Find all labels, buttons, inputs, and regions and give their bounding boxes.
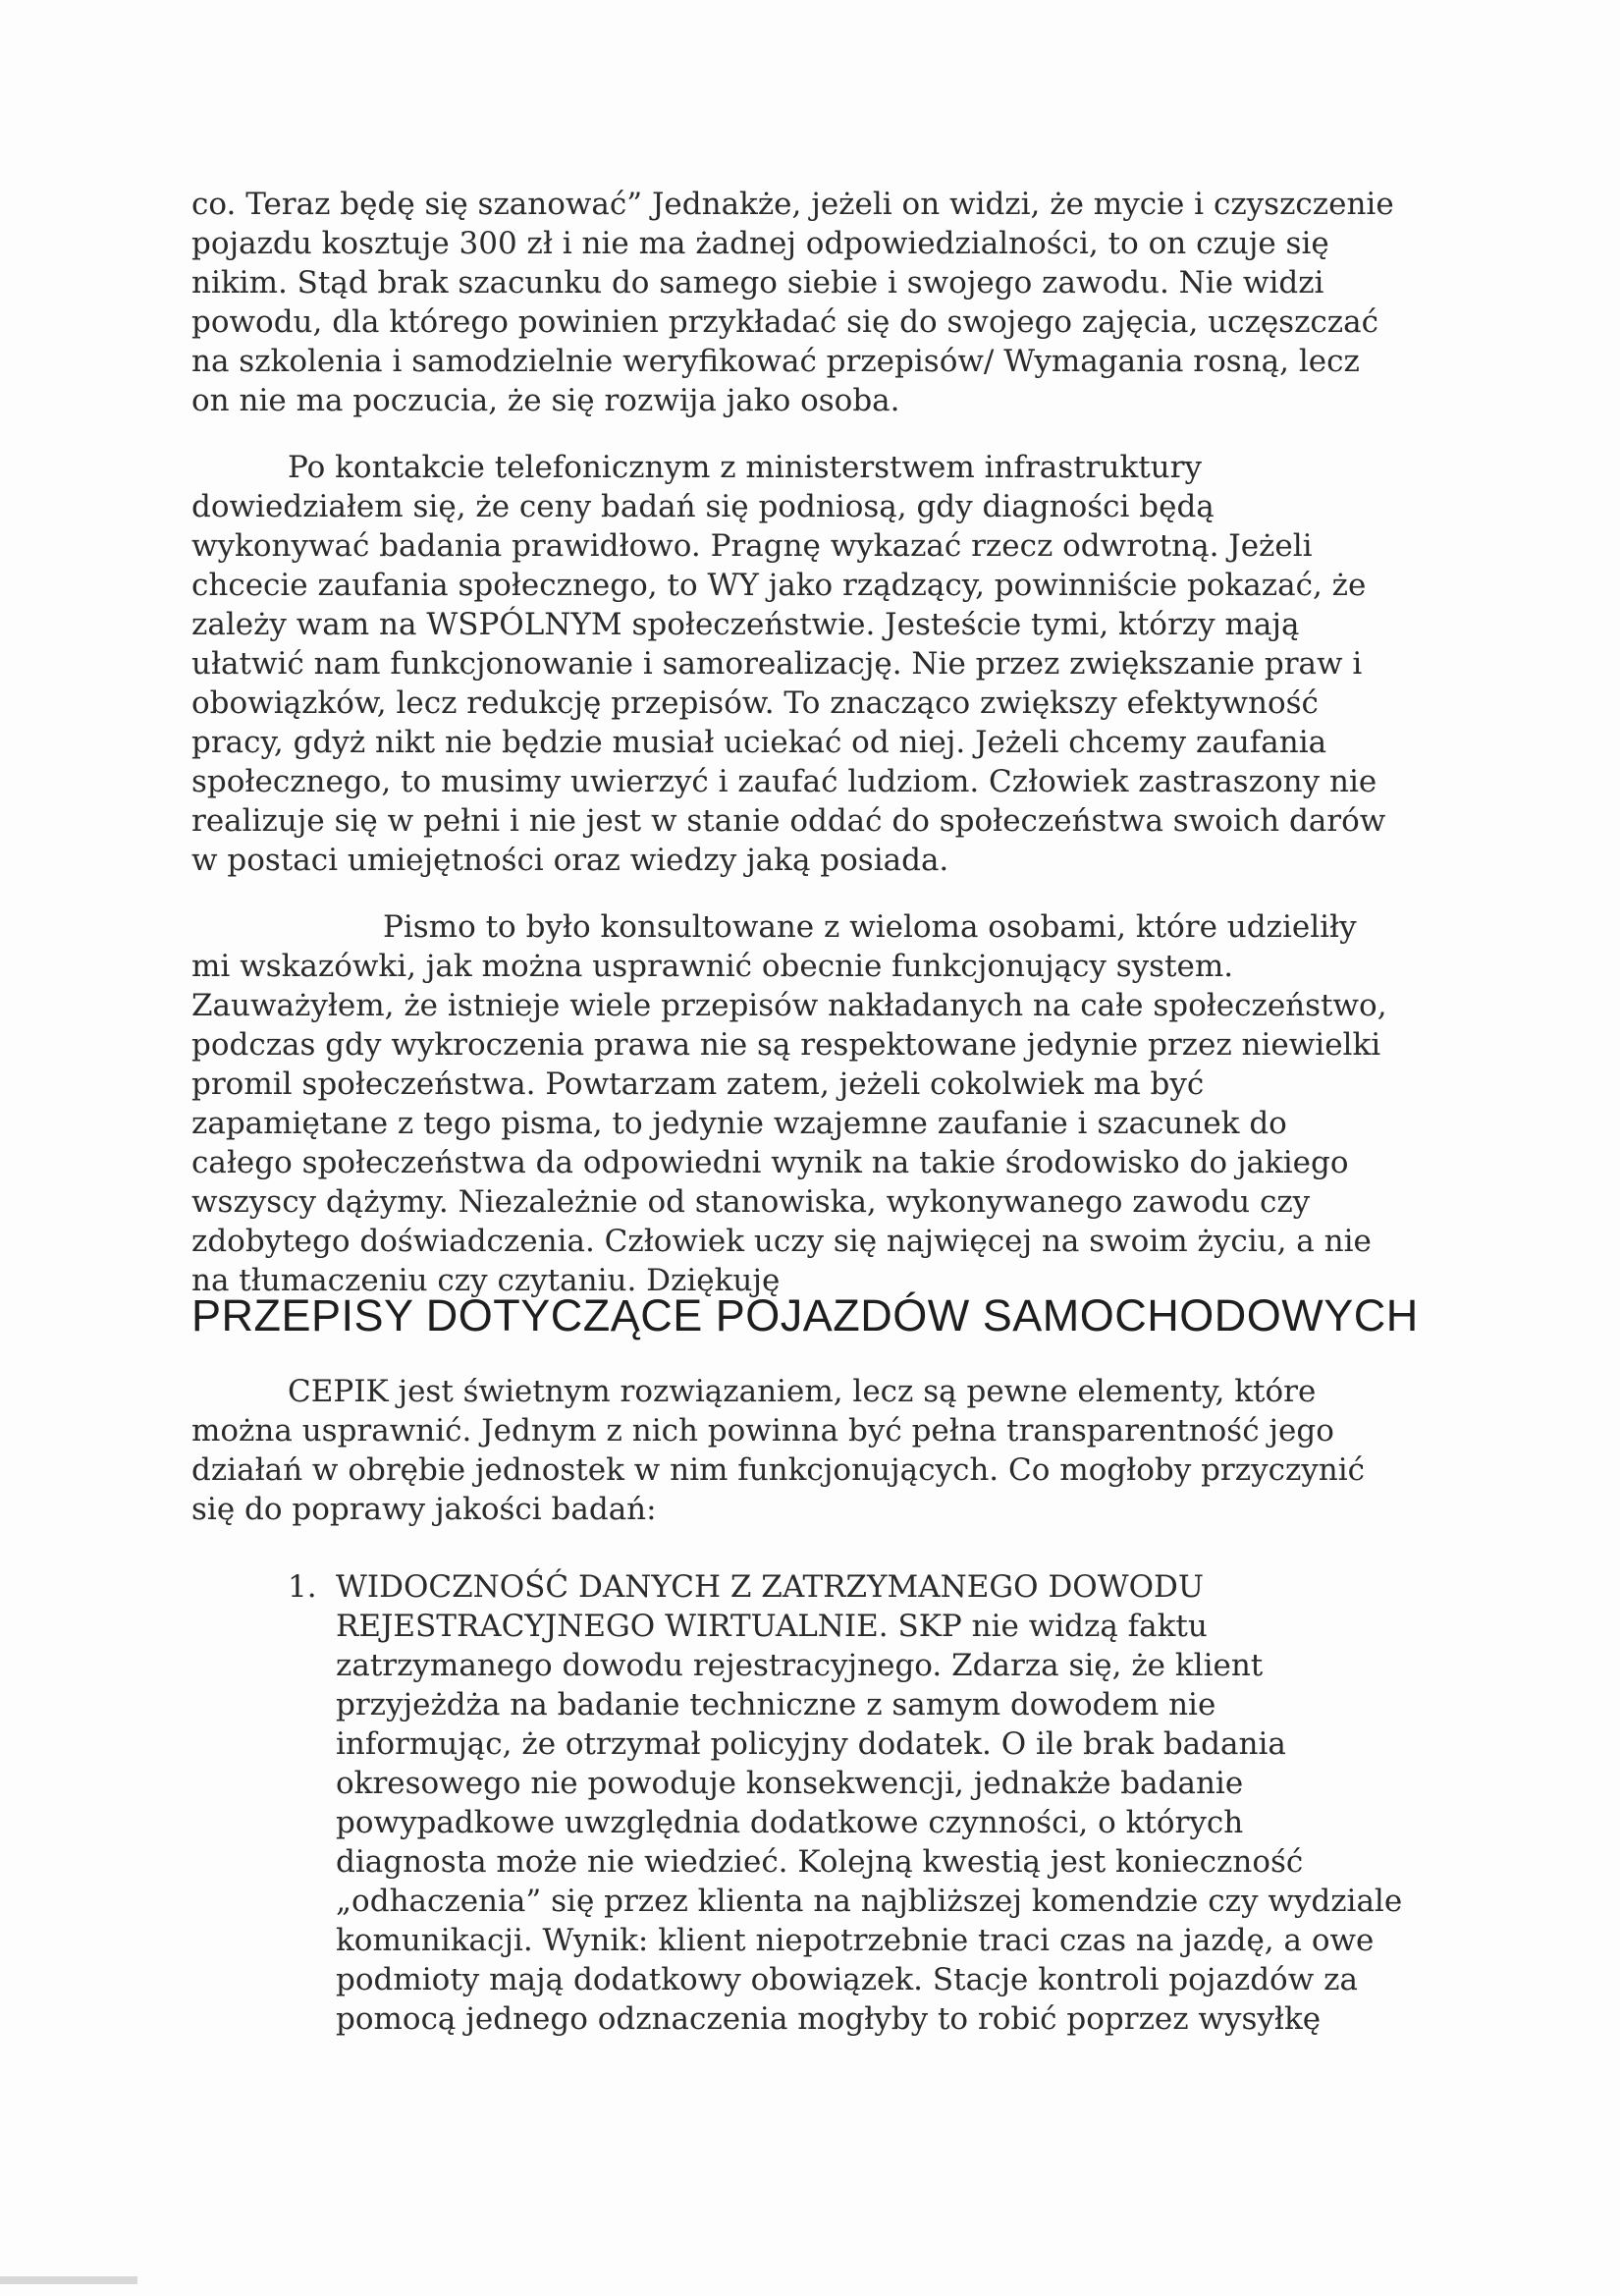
text-line: działań w obrębie jednostek w nim funkcjonujących. Co mogłoby przyczynić bbox=[191, 1452, 1366, 1488]
text-line: na tłumaczeniu czy czytaniu. Dziękuję bbox=[191, 1263, 781, 1298]
text-line: społecznego, to musimy uwierzyć i zaufać ludziom. Człowiek zastraszony nie bbox=[191, 764, 1377, 799]
text-line: podmioty mają dodatkowy obowiązek. Stacje kontroli pojazdów za bbox=[336, 1962, 1358, 1997]
text-line: Po kontakcie telefonicznym z ministerstwem infrastruktury bbox=[288, 450, 1202, 485]
text-line: na szkolenia i samodzielnie weryfikować przepisów/ Wymagania rosną, lecz bbox=[191, 344, 1360, 379]
scan-edge-mark bbox=[0, 2276, 137, 2284]
text-line: realizuje się w pełni i nie jest w stanie oddać do społeczeństwa swoich darów bbox=[191, 803, 1386, 839]
paragraph-3 bbox=[191, 907, 1438, 1300]
text-line: diagnosta może nie wiedzieć. Kolejną kwestią jest konieczność bbox=[336, 1844, 1304, 1880]
text-line: WIDOCZNOŚĆ DANYCH Z ZATRZYMANEGO DOWODU bbox=[336, 1569, 1204, 1605]
text-line: chcecie zaufania społecznego, to WY jako rządzący, powinniście pokazać, że bbox=[191, 568, 1367, 603]
text-line: REJESTRACYJNEGO WIRTUALNIE. SKP nie widzą faktu bbox=[336, 1609, 1208, 1644]
text-line: całego społeczeństwa da odpowiedni wynik na takie środowisko do jakiego bbox=[191, 1145, 1349, 1180]
text-line: wykonywać badania prawidłowo. Pragnę wykazać rzecz odwrotną. Jeżeli bbox=[191, 528, 1313, 564]
text-line: nikim. Stąd brak szacunku do samego siebie i swojego zawodu. Nie widzi bbox=[191, 265, 1324, 301]
text-line: dowiedziałem się, że ceny badań się podniosą, gdy diagności będą bbox=[191, 489, 1215, 524]
text-line: ułatwić nam funkcjonowanie i samorealizację. Nie przez zwiększanie praw i bbox=[191, 646, 1363, 682]
text-line: wszyscy dążymy. Niezależnie od stanowiska, wykonywanego zawodu czy bbox=[191, 1184, 1311, 1220]
text-line: pojazdu kosztuje 300 zł i nie ma żadnej odpowiedzialności, to on czuje się bbox=[191, 226, 1329, 261]
text-line: powodu, dla którego powinien przykładać się do swojego zajęcia, uczęszczać bbox=[191, 304, 1378, 340]
text-line: co. Teraz będę się szanować” Jednakże, jeżeli on widzi, że mycie i czyszczenie bbox=[191, 187, 1394, 222]
list-item-text bbox=[336, 1567, 1445, 2039]
text-line: pracy, gdyż nikt nie będzie musiał uciekać od niej. Jeżeli chcemy zaufania bbox=[191, 725, 1327, 760]
text-line: zależy wam na WSPÓLNYM społeczeństwie. Jesteście tymi, którzy mają bbox=[191, 607, 1300, 642]
list-item-number: 1. bbox=[288, 1569, 317, 1605]
text-line: zdobytego doświadczenia. Człowiek uczy się najwięcej na swoim życiu, a nie bbox=[191, 1224, 1372, 1259]
text-line: obowiązków, lecz redukcję przepisów. To znacząco zwiększy efektywność bbox=[191, 685, 1319, 721]
text-line: mi wskazówki, jak można usprawnić obecnie funkcjonujący system. bbox=[191, 949, 1234, 984]
text-line: CEPIK jest świetnym rozwiązaniem, lecz są pewne elementy, które bbox=[288, 1374, 1317, 1409]
text-line: podczas gdy wykroczenia prawa nie są respektowane jedynie przez niewielki bbox=[191, 1027, 1381, 1063]
text-line: informując, że otrzymał policyjny dodatek. O ile brak badania bbox=[336, 1726, 1286, 1762]
text-line: zatrzymanego dowodu rejestracyjnego. Zdarza się, że klient bbox=[336, 1648, 1264, 1683]
text-line: pomocą jednego odznaczenia mogłyby to robić poprzez wysyłkę bbox=[336, 2001, 1322, 2037]
text-line: „odhaczenia” się przez klienta na najbliższej komendzie czy wydziale bbox=[336, 1884, 1403, 1919]
paragraph-1 bbox=[191, 185, 1438, 420]
paragraph-4 bbox=[191, 1372, 1438, 1529]
section-heading: PRZEPISY DOTYCZĄCE POJAZDÓW SAMOCHODOWYCH bbox=[191, 1290, 1419, 1340]
text-line: się do poprawy jakości badań: bbox=[191, 1492, 657, 1527]
text-line: przyjeżdża na badanie techniczne z samym dowodem nie bbox=[336, 1687, 1216, 1722]
text-line: w postaci umiejętności oraz wiedzy jaką posiada. bbox=[191, 843, 949, 878]
text-line: Pismo to było konsultowane z wieloma osobami, które udzieliły bbox=[383, 909, 1357, 945]
text-line: komunikacji. Wynik: klient niepotrzebnie traci czas na jazdę, a owe bbox=[336, 1923, 1375, 1958]
text-line: zapamiętane z tego pisma, to jedynie wzajemne zaufanie i szacunek do bbox=[191, 1106, 1287, 1141]
text-line: Zauważyłem, że istnieje wiele przepisów nakładanych na całe społeczeństwo, bbox=[191, 988, 1387, 1023]
text-line: powypadkowe uwzględnia dodatkowe czynności, o których bbox=[336, 1805, 1244, 1840]
text-line: promil społeczeństwa. Powtarzam zatem, jeżeli cokolwiek ma być bbox=[191, 1066, 1205, 1102]
text-line: okresowego nie powoduje konsekwencji, jednakże badanie bbox=[336, 1766, 1244, 1801]
text-line: on nie ma poczucia, że się rozwija jako osoba. bbox=[191, 383, 900, 418]
paragraph-2 bbox=[191, 448, 1438, 880]
text-line: można usprawnić. Jednym z nich powinna być pełna transparentność jego bbox=[191, 1413, 1334, 1449]
